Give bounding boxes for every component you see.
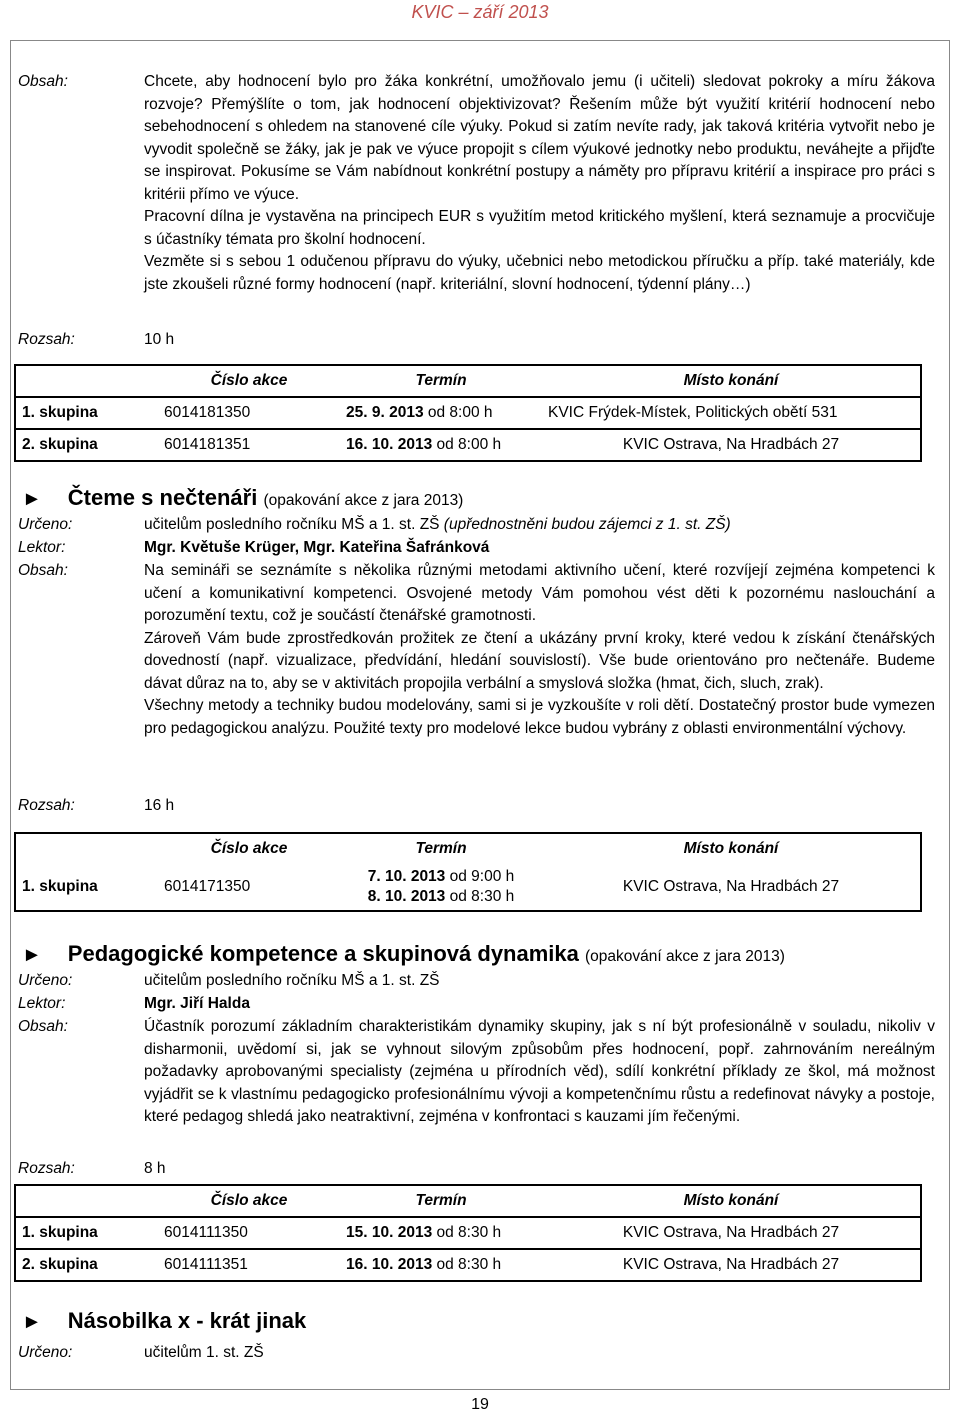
- section-heading: [22, 1307, 306, 1336]
- page-number: 19: [471, 1396, 489, 1413]
- date-cell: [340, 1217, 542, 1249]
- urceno-note: (upřednostněni budou zájemci z 1. st. ZŠ): [439, 516, 731, 533]
- paragraph: Pracovní dílna je vystavěna na principech EUR s využitím metod kritického myšlení, která seznamuje a procvičuje s účastníky témata pro školní hodnocení.: [144, 208, 935, 248]
- place-cell: KVIC Ostrava, Na Hradbách 27: [622, 1224, 840, 1241]
- table-row: [15, 864, 921, 911]
- schedule-table: [14, 1184, 922, 1282]
- place-cell: KVIC Ostrava, Na Hradbách 27: [622, 436, 840, 453]
- header-termin: Termín: [415, 840, 467, 857]
- header-misto-konani: Místo konání: [683, 840, 779, 857]
- urceno-label: Určeno:: [18, 972, 73, 989]
- date-rest: od 8:30 h: [432, 1256, 502, 1273]
- header-misto-konani: Místo konání: [683, 1192, 779, 1209]
- section-title: Násobilka x - krát jinak: [67, 1308, 307, 1333]
- date-cell: [340, 1249, 542, 1281]
- group-cell: 2. skupina: [22, 1256, 98, 1273]
- table-header-row: [15, 365, 921, 397]
- section3-text: [144, 1016, 935, 1129]
- date-rest: od 8:30 h: [432, 1224, 502, 1241]
- urceno-label: Určeno:: [18, 516, 73, 533]
- table-row: [15, 397, 921, 429]
- table-header-row: [15, 833, 921, 864]
- rozsah-label: Rozsah:: [18, 797, 75, 814]
- number-cell: 6014111351: [164, 1256, 248, 1273]
- number-cell: 6014171350: [164, 878, 251, 895]
- obsah-label: Obsah:: [18, 562, 68, 579]
- section2-text: [144, 560, 935, 740]
- lektor-label: Lektor:: [18, 995, 66, 1012]
- date-bold: 16. 10. 2013: [346, 1256, 433, 1273]
- number-cell: 6014181351: [164, 436, 251, 453]
- urceno-value: učitelům 1. st. ZŠ: [144, 1344, 264, 1361]
- arrow-icon: ►: [22, 1311, 42, 1333]
- section-title: Čteme s nečtenáři: [67, 485, 258, 510]
- group-cell: 1. skupina: [22, 878, 98, 895]
- header-misto-konani: Místo konání: [683, 372, 779, 389]
- header-cislo-akce: Číslo akce: [210, 1192, 288, 1209]
- header-termin: Termín: [415, 372, 467, 389]
- page-header: KVIC – září 2013: [411, 2, 549, 22]
- date-rest: od 8:00 h: [432, 436, 502, 453]
- obsah-label: Obsah:: [18, 73, 68, 90]
- section-heading: [22, 484, 463, 515]
- lektor-value: Mgr. Jiří Halda: [144, 995, 250, 1012]
- rozsah-value: 16 h: [144, 797, 175, 814]
- date-cell: [340, 429, 542, 461]
- section-title: Pedagogické kompetence a skupinová dynamika: [67, 941, 579, 966]
- lektor-value: Mgr. Květuše Krüger, Mgr. Kateřina Šafránková: [144, 539, 490, 556]
- rozsah-value: 10 h: [144, 331, 175, 348]
- rozsah-value: 8 h: [144, 1160, 166, 1177]
- paragraph: Chcete, aby hodnocení bylo pro žáka konkrétní, umožňovalo jemu (i učiteli) sledovat pokroky a míru žákova rozvoje? Přemýšlíte o tom, jak hodnocení objektivizovat? Řešením může být využití kritérií hodnocení nebo sebehodnocení s ohledem na stanovené cíle výuky. Pokud si zatím nevíte rady, jak taková kritéria vytvořit nebo je vyvodit společně se žáky, jak je pak ve výuce propojit s cílem výukové jednotky nebo produktu, neváhejte a přijďte se inspirovat. Pokusíme se Vám nabídnout konkrétní postupy a náměty pro přípravu kritérií a inspirace pro práci s kritérii přímo ve výuce.: [144, 73, 935, 203]
- rozsah-label: Rozsah:: [18, 331, 75, 348]
- date-rest: od 8:30 h: [445, 888, 515, 905]
- header-termin: Termín: [415, 1192, 467, 1209]
- urceno-value: [144, 514, 935, 537]
- header-cislo-akce: Číslo akce: [210, 840, 288, 857]
- paragraph: Účastník porozumí základním charakteristikám dynamiky skupiny, jak s ní být profesionálně v souladu, nikoliv v disharmonii, uvědomí si, jak se vyhnout silovým způsobům přes hodnocení, popř. zahrnováním nereálným požadavky aprobovanými specialisty (zejména u přírodních věd), sdílí konkrétní příklady ze škol, má možnost vyjádřit se k vlastnímu pedagogicko profesionálnímu vývoji a kompetenčnímu růstu a redefinovat návyky a postoje, které pedagog shledá jako neatraktivní, zejména v konfrontaci s kauzami jím řečenými.: [144, 1018, 935, 1125]
- arrow-icon: ►: [22, 488, 42, 510]
- rozsah-label: Rozsah:: [18, 1160, 75, 1177]
- number-cell: 6014111350: [164, 1224, 248, 1241]
- schedule-table: [14, 832, 922, 912]
- date-bold: 8. 10. 2013: [367, 888, 446, 905]
- date-rest: od 8:00 h: [423, 404, 493, 421]
- table-row: [15, 1217, 921, 1249]
- table-header-row: [15, 1185, 921, 1217]
- urceno-label: Určeno:: [18, 1344, 73, 1361]
- place-cell: KVIC Ostrava, Na Hradbách 27: [622, 878, 840, 895]
- section-note: (opakování akce z jara 2013): [263, 492, 464, 509]
- section-note: (opakování akce z jara 2013): [585, 948, 785, 965]
- paragraph: Všechny metody a techniky budou modelovány, sami si je vyzkoušíte v roli dětí. Dostatečný prostor bude vymezen pro pedagogickou analýzu. Použité texty pro modelové lekce budou vybrány z oblasti environmentální výchovy.: [144, 697, 935, 737]
- arrow-icon: ►: [22, 944, 42, 966]
- date-bold: 7. 10. 2013: [367, 868, 446, 885]
- group-cell: 1. skupina: [22, 1224, 98, 1241]
- date-bold: 16. 10. 2013: [346, 436, 433, 453]
- table-row: [15, 1249, 921, 1281]
- place-cell: KVIC Frýdek-Místek, Politických obětí 531: [548, 404, 838, 421]
- group-cell: 1. skupina: [22, 404, 98, 421]
- section-heading: [22, 940, 785, 971]
- date-bold: 15. 10. 2013: [346, 1224, 433, 1241]
- group-cell: 2. skupina: [22, 436, 98, 453]
- schedule-table: [14, 364, 922, 462]
- lektor-label: Lektor:: [18, 539, 66, 556]
- table-row: [15, 429, 921, 461]
- paragraph: Na semináři se seznámíte s několika různými metodami aktivního učení, které rozvíjejí zejména kompetenci k učení a komunikativní kompetenci. Osvojené metody Vám pomohou vést děti k pozornému naslouchání a porozumění textu, což je součástí čtenářské gramotnosti.: [144, 562, 935, 624]
- number-cell: 6014181350: [164, 404, 251, 421]
- urceno-value: učitelům posledního ročníku MŠ a 1. st. ZŠ: [144, 972, 440, 989]
- place-cell: KVIC Ostrava, Na Hradbách 27: [622, 1256, 840, 1273]
- date-bold: 25. 9. 2013: [346, 404, 424, 421]
- date-rest: od 9:00 h: [445, 868, 515, 885]
- date-cell: [340, 864, 542, 911]
- obsah-label: Obsah:: [18, 1018, 68, 1035]
- date-cell: [340, 397, 542, 429]
- header-cislo-akce: Číslo akce: [210, 372, 288, 389]
- block1-text: [144, 71, 935, 296]
- urceno-text: učitelům posledního ročníku MŠ a 1. st. ZŠ: [144, 516, 440, 533]
- paragraph: Zároveň Vám bude zprostředkován prožitek ze čtení a ukázány první kroky, které vedou k získání čtenářských dovedností (např. vizualizace, předvídání, hledání souvislostí). Vše bude orientováno pro nečtenáře. Budeme dávat důraz na to, aby se v aktivitách propojila verbální a smyslová složka (hmat, čich, sluch, zrak).: [144, 629, 935, 692]
- paragraph: Vezměte si s sebou 1 odučenou přípravu do výuky, učebnici nebo metodickou příručku a příp. také materiály, kde jste zkoušeli různé formy hodnocení (např. kriteriální, slovní hodnocení, týdenní plány…): [144, 253, 935, 293]
